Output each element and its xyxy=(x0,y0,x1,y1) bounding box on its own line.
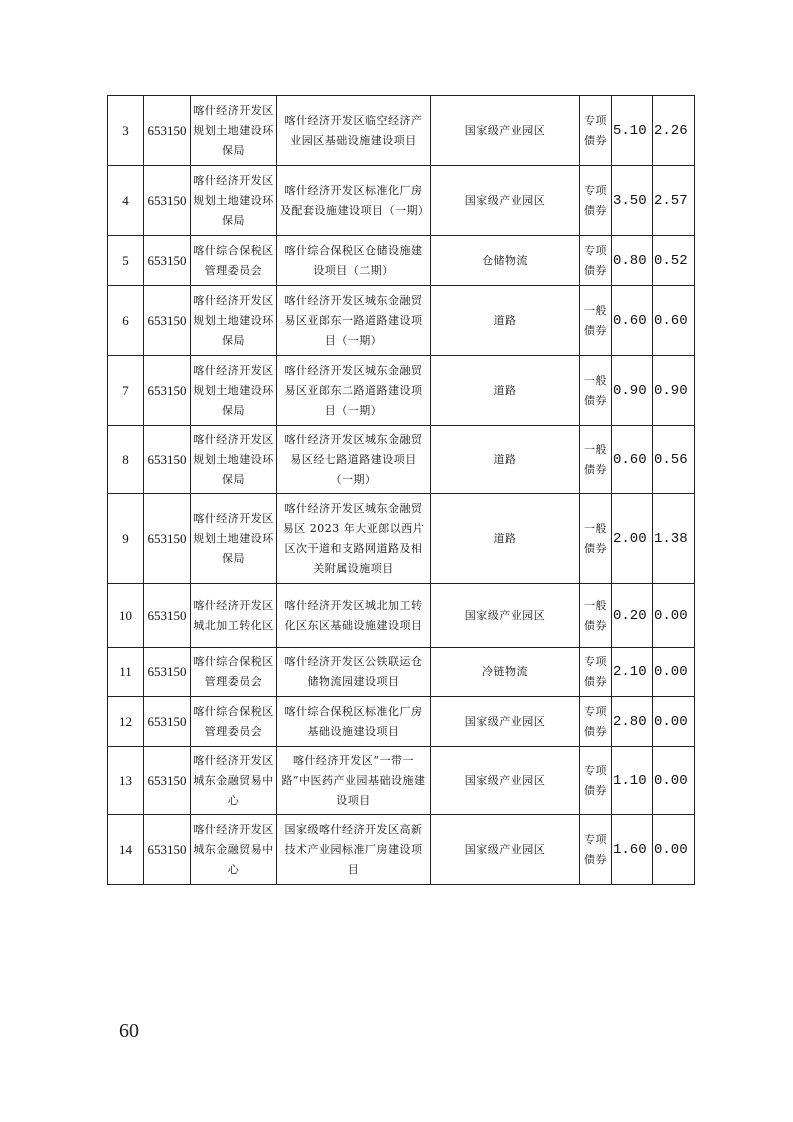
bond-amount: 5.10 xyxy=(612,96,653,166)
amount-used: 0.00 xyxy=(653,584,695,648)
bond-amount: 0.80 xyxy=(612,236,653,286)
amount-used: 0.00 xyxy=(653,648,695,697)
bond-amount: 0.60 xyxy=(612,286,653,356)
table-row xyxy=(108,648,695,697)
bond-amount: 2.10 xyxy=(612,648,653,697)
implementing-unit: 喀什经济开发区规划土地建设环保局 xyxy=(191,286,277,356)
implementing-unit: 喀什综合保税区管理委员会 xyxy=(191,697,277,747)
project-name: 喀什经济开发区“一带一路”中医药产业园基础设施建设项目 xyxy=(277,747,431,815)
bond-type: 一般债券 xyxy=(580,584,612,648)
bond-type: 专项债券 xyxy=(580,648,612,697)
project-type: 冷链物流 xyxy=(431,648,580,697)
bond-type: 专项债券 xyxy=(580,815,612,885)
table-row xyxy=(108,697,695,747)
amount-used: 0.60 xyxy=(653,286,695,356)
amount-used: 2.57 xyxy=(653,166,695,236)
row-number: 3 xyxy=(108,96,144,166)
project-type: 国家级产业园区 xyxy=(431,584,580,648)
project-type: 国家级产业园区 xyxy=(431,96,580,166)
project-name: 喀什经济开发区临空经济产业园区基础设施建设项目 xyxy=(277,96,431,166)
amount-used: 0.00 xyxy=(653,815,695,885)
implementing-unit: 喀什综合保税区管理委员会 xyxy=(191,648,277,697)
region-code: 653150 xyxy=(144,236,191,286)
region-code: 653150 xyxy=(144,584,191,648)
amount-used: 0.00 xyxy=(653,697,695,747)
amount-used: 0.90 xyxy=(653,356,695,426)
amount-used: 0.52 xyxy=(653,236,695,286)
bond-type: 专项债券 xyxy=(580,96,612,166)
implementing-unit: 喀什经济开发区规划土地建设环保局 xyxy=(191,166,277,236)
region-code: 653150 xyxy=(144,747,191,815)
bond-type: 专项债券 xyxy=(580,747,612,815)
table-row xyxy=(108,166,695,236)
bond-amount: 0.20 xyxy=(612,584,653,648)
project-name: 喀什经济开发区城东金融贸易区亚郎东二路道路建设项目（一期） xyxy=(277,356,431,426)
bond-type: 一般债券 xyxy=(580,356,612,426)
bond-amount: 0.90 xyxy=(612,356,653,426)
bond-amount: 1.60 xyxy=(612,815,653,885)
implementing-unit: 喀什经济开发区规划土地建设环保局 xyxy=(191,96,277,166)
implementing-unit: 喀什综合保税区管理委员会 xyxy=(191,236,277,286)
bond-type: 一般债券 xyxy=(580,494,612,584)
amount-used: 1.38 xyxy=(653,494,695,584)
implementing-unit: 喀什经济开发区城北加工转化区 xyxy=(191,584,277,648)
project-name: 喀什经济开发区城东金融贸易区亚郎东一路道路建设项目（一期） xyxy=(277,286,431,356)
region-code: 653150 xyxy=(144,697,191,747)
project-name: 喀什经济开发区标准化厂房及配套设施建设项目（一期） xyxy=(277,166,431,236)
region-code: 653150 xyxy=(144,96,191,166)
project-type: 道路 xyxy=(431,356,580,426)
row-number: 4 xyxy=(108,166,144,236)
implementing-unit: 喀什经济开发区规划土地建设环保局 xyxy=(191,494,277,584)
bond-type: 一般债券 xyxy=(580,426,612,494)
table-row xyxy=(108,96,695,166)
project-table xyxy=(107,95,695,885)
region-code: 653150 xyxy=(144,815,191,885)
table-row xyxy=(108,494,695,584)
bond-amount: 2.00 xyxy=(612,494,653,584)
row-number: 11 xyxy=(108,648,144,697)
region-code: 653150 xyxy=(144,356,191,426)
project-type: 仓储物流 xyxy=(431,236,580,286)
project-type: 道路 xyxy=(431,426,580,494)
bond-amount: 1.10 xyxy=(612,747,653,815)
project-name: 喀什经济开发区城东金融贸易区 2023 年大亚郎以西片区次干道和支路网道路及相关附属设施项目 xyxy=(277,494,431,584)
implementing-unit: 喀什经济开发区城东金融贸易中心 xyxy=(191,815,277,885)
table-row xyxy=(108,236,695,286)
row-number: 7 xyxy=(108,356,144,426)
region-code: 653150 xyxy=(144,166,191,236)
region-code: 653150 xyxy=(144,426,191,494)
bond-type: 专项债券 xyxy=(580,166,612,236)
project-name: 喀什综合保税区仓储设施建设项目（二期） xyxy=(277,236,431,286)
row-number: 10 xyxy=(108,584,144,648)
table-row xyxy=(108,584,695,648)
row-number: 9 xyxy=(108,494,144,584)
bond-amount: 0.60 xyxy=(612,426,653,494)
row-number: 5 xyxy=(108,236,144,286)
bond-amount: 2.80 xyxy=(612,697,653,747)
project-type: 国家级产业园区 xyxy=(431,747,580,815)
implementing-unit: 喀什经济开发区规划土地建设环保局 xyxy=(191,426,277,494)
implementing-unit: 喀什经济开发区城东金融贸易中心 xyxy=(191,747,277,815)
table-body xyxy=(108,96,695,885)
amount-used: 0.56 xyxy=(653,426,695,494)
bond-amount: 3.50 xyxy=(612,166,653,236)
project-type: 国家级产业园区 xyxy=(431,697,580,747)
project-type: 道路 xyxy=(431,494,580,584)
region-code: 653150 xyxy=(144,648,191,697)
region-code: 653150 xyxy=(144,494,191,584)
project-name: 国家级喀什经济开发区高新技术产业园标准厂房建设项目 xyxy=(277,815,431,885)
page-number: 60 xyxy=(119,1020,139,1042)
table-row xyxy=(108,815,695,885)
bond-type: 专项债券 xyxy=(580,697,612,747)
project-name: 喀什经济开发区城北加工转化区东区基础设施建设项目 xyxy=(277,584,431,648)
implementing-unit: 喀什经济开发区规划土地建设环保局 xyxy=(191,356,277,426)
row-number: 6 xyxy=(108,286,144,356)
project-type: 国家级产业园区 xyxy=(431,166,580,236)
row-number: 13 xyxy=(108,747,144,815)
region-code: 653150 xyxy=(144,286,191,356)
amount-used: 0.00 xyxy=(653,747,695,815)
project-name: 喀什经济开发区城东金融贸易区经七路道路建设项目（一期） xyxy=(277,426,431,494)
bond-type: 一般债券 xyxy=(580,286,612,356)
project-type: 国家级产业园区 xyxy=(431,815,580,885)
row-number: 12 xyxy=(108,697,144,747)
row-number: 8 xyxy=(108,426,144,494)
table-row xyxy=(108,356,695,426)
table-row xyxy=(108,426,695,494)
bond-type: 专项债券 xyxy=(580,236,612,286)
table-row xyxy=(108,747,695,815)
project-name: 喀什经济开发区公铁联运仓储物流园建设项目 xyxy=(277,648,431,697)
project-name: 喀什综合保税区标准化厂房基础设施建设项目 xyxy=(277,697,431,747)
table-row xyxy=(108,286,695,356)
project-type: 道路 xyxy=(431,286,580,356)
amount-used: 2.26 xyxy=(653,96,695,166)
row-number: 14 xyxy=(108,815,144,885)
